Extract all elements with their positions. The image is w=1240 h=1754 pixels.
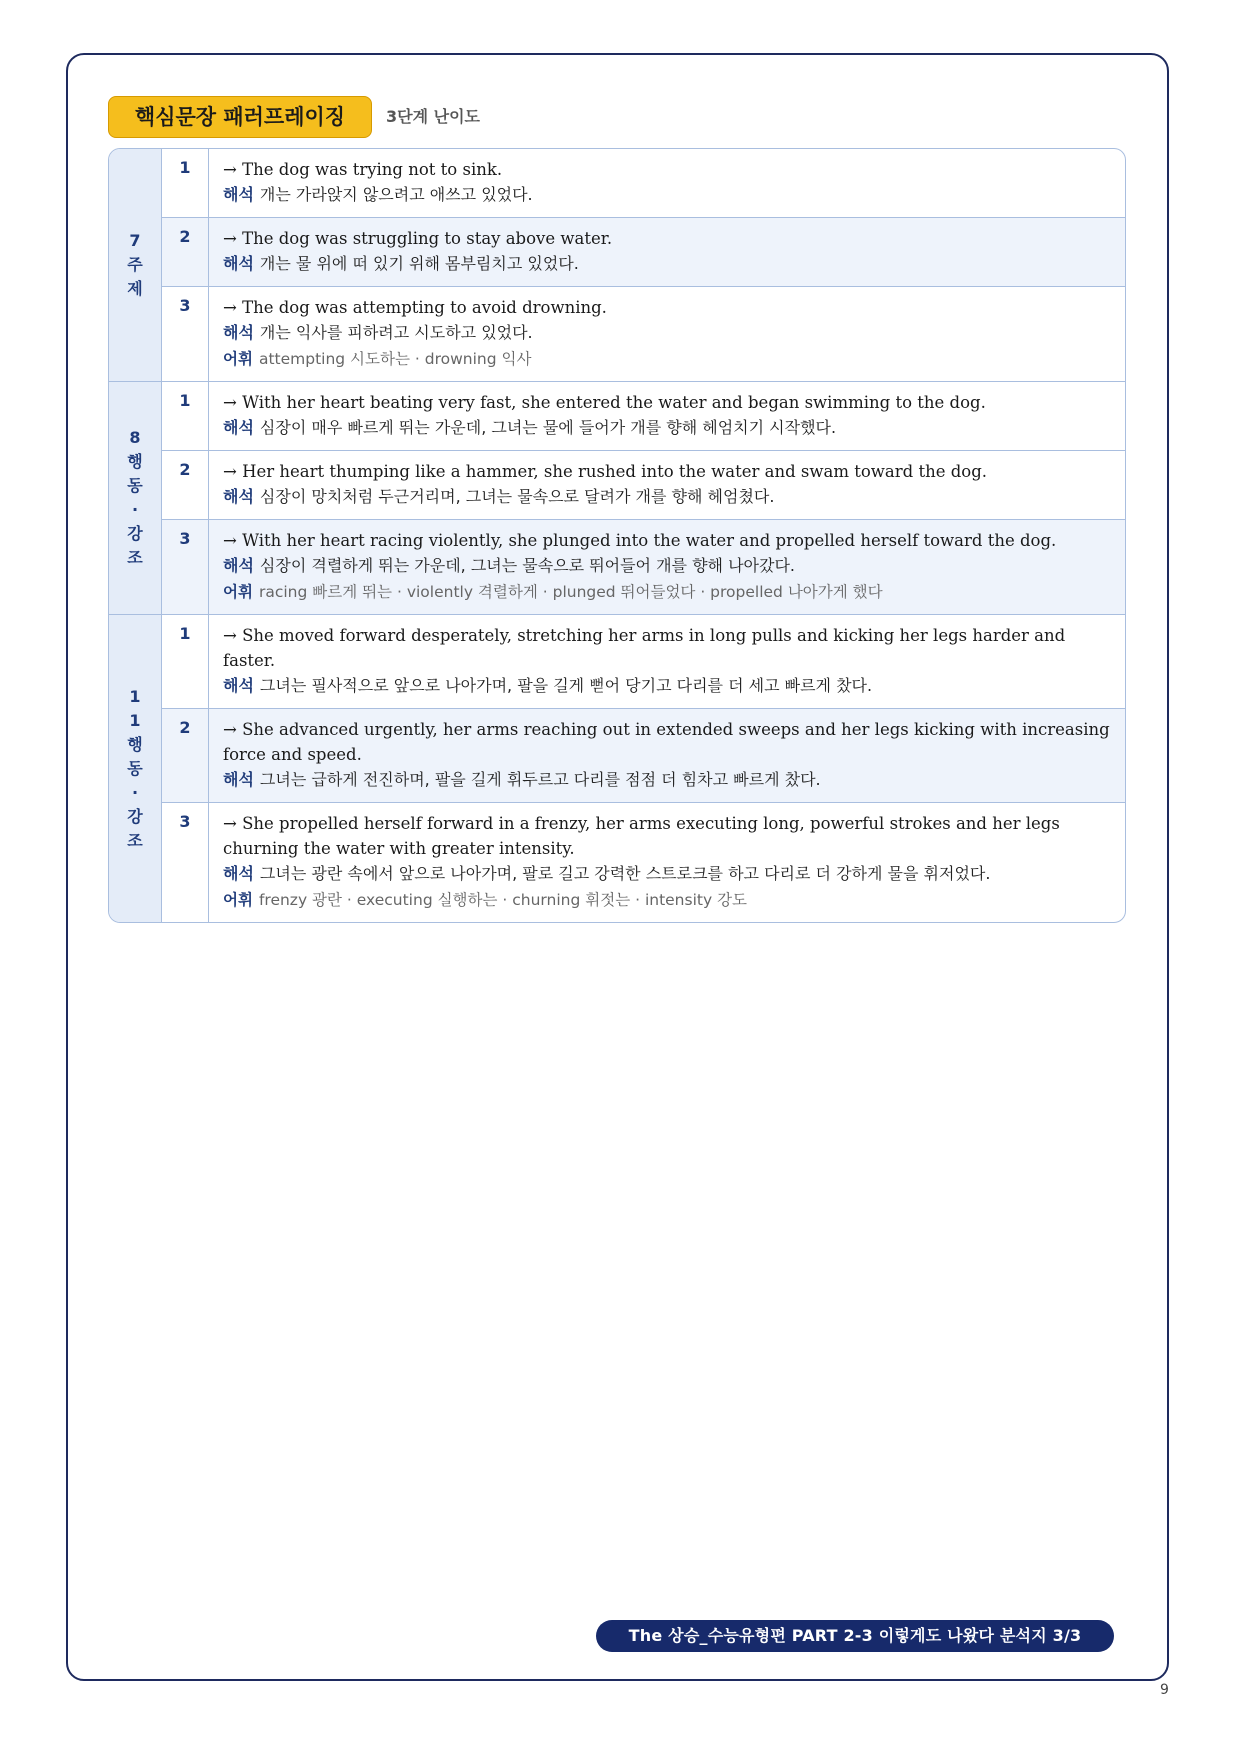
english-sentence: → With her heart racing violently, she plunged into the water and propelled herself toward the dog. [223,531,1057,550]
translation-line: 해석 그녀는 필사적으로 앞으로 나아가며, 팔을 길게 뻗어 당기고 다리를 더 세고 빠르게 찼다. [223,676,873,695]
row-number: 2 [162,218,209,286]
english-sentence: → She moved forward desperately, stretching her arms in long pulls and kicking her legs harder and faster. [223,626,1066,670]
translation-label: 해석 [223,418,254,437]
row-number: 2 [162,451,209,519]
table-row [162,287,1125,381]
english-sentence: → She advanced urgently, her arms reaching out in extended sweeps and her legs kicking with increasing force and speed. [223,720,1110,764]
section-title: 핵심문장 패러프레이징 [108,96,372,138]
table-row [162,218,1125,287]
vocab-line: 어휘 racing 빠르게 뛰는 · violently 격렬하게 · plunged 뛰어들었다 · propelled 나아가게 했다 [223,583,883,601]
row-number: 3 [162,287,209,381]
paraphrase-table [108,148,1126,923]
difficulty-label: 3단계 난이도 [386,107,480,126]
vocab-line: 어휘 frenzy 광란 · executing 실행하는 · churning 휘젓는 · intensity 강도 [223,891,748,909]
row-number: 1 [162,149,209,217]
translation-label: 해석 [223,254,254,273]
row-number: 3 [162,520,209,614]
row-number: 3 [162,803,209,922]
topic-group [109,382,1125,615]
row-number: 2 [162,709,209,802]
translation-line: 해석 심장이 망치처럼 두근거리며, 그녀는 물속으로 달려가 개를 향해 헤엄쳤다. [223,487,775,506]
english-sentence: → The dog was attempting to avoid drowning. [223,298,607,317]
translation-line: 해석 그녀는 급하게 전진하며, 팔을 길게 휘두르고 다리를 점점 더 힘차고 빠르게 찼다. [223,770,821,789]
table-row [162,149,1125,218]
translation-label: 해석 [223,323,254,342]
vocab-label: 어휘 [223,350,253,368]
table-row [162,709,1125,803]
topic-group [109,615,1125,922]
translation-line: 해석 심장이 격렬하게 뛰는 가운데, 그녀는 물속으로 뛰어들어 개를 향해 나아갔다. [223,556,796,575]
table-row [162,451,1125,520]
translation-line: 해석 심장이 매우 빠르게 뛰는 가운데, 그녀는 물에 들어가 개를 향해 헤엄치기 시작했다. [223,418,837,437]
footer-badge: The 상승_수능유형편 PART 2-3 이렇게도 나왔다 분석지 3/3 [596,1620,1114,1652]
topic-cell: 8행동·강조 [109,382,162,614]
translation-line: 해석 그녀는 광란 속에서 앞으로 나아가며, 팔로 길고 강력한 스트로크를 하고 다리로 더 강하게 물을 휘저었다. [223,864,991,883]
topic-cell: 7주제 [109,149,162,381]
row-number: 1 [162,615,209,708]
vocab-label: 어휘 [223,583,253,601]
topic-cell: 11행동·강조 [109,615,162,922]
translation-label: 해석 [223,185,254,204]
translation-line: 해석 개는 가라앉지 않으려고 애쓰고 있었다. [223,185,533,204]
table-row [162,803,1125,922]
english-sentence: → Her heart thumping like a hammer, she rushed into the water and swam toward the dog. [223,462,988,481]
table-row [162,520,1125,614]
translation-label: 해석 [223,487,254,506]
table-row [162,382,1125,451]
topic-group [109,149,1125,382]
translation-label: 해석 [223,676,254,695]
english-sentence: → The dog was struggling to stay above water. [223,229,613,248]
english-sentence: → With her heart beating very fast, she entered the water and began swimming to the dog. [223,393,986,412]
translation-line: 해석 개는 물 위에 떠 있기 위해 몸부림치고 있었다. [223,254,579,273]
english-sentence: → The dog was trying not to sink. [223,160,503,179]
translation-line: 해석 개는 익사를 피하려고 시도하고 있었다. [223,323,533,342]
translation-label: 해석 [223,864,254,883]
vocab-label: 어휘 [223,891,253,909]
english-sentence: → She propelled herself forward in a frenzy, her arms executing long, powerful strokes and her legs churning the water with greater intensity. [223,814,1060,858]
row-number: 1 [162,382,209,450]
translation-label: 해석 [223,556,254,575]
page-number: 9 [1160,1682,1169,1698]
vocab-line: 어휘 attempting 시도하는 · drowning 익사 [223,350,532,368]
translation-label: 해석 [223,770,254,789]
table-row [162,615,1125,709]
